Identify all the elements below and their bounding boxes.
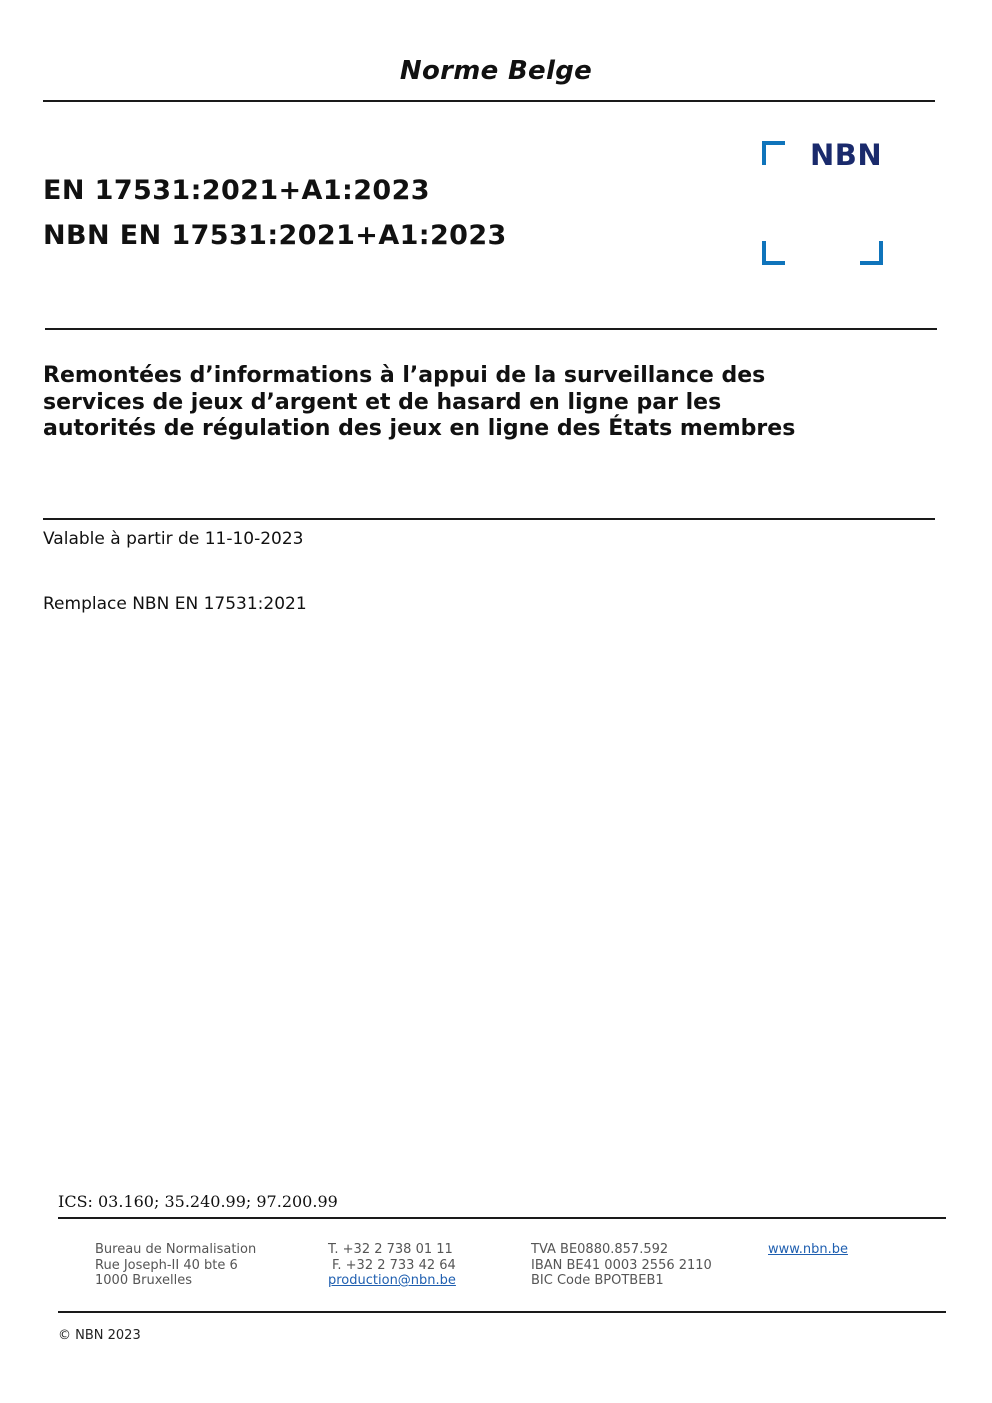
tva-number: TVA BE0880.857.592 — [531, 1242, 669, 1257]
nbn-standard-code: NBN EN 17531:2021+A1:2023 — [43, 220, 507, 251]
document-title-line: services de jeux d’argent et de hasard en ligne par les — [43, 389, 722, 415]
address-line: 1000 Bruxelles — [95, 1273, 193, 1288]
bic-code: BIC Code BPOTBEB1 — [531, 1273, 664, 1288]
phone-number: T. +32 2 738 01 11 — [328, 1242, 453, 1257]
nbn-logo — [762, 138, 886, 265]
copyright-notice: © NBN 2023 — [58, 1328, 141, 1343]
footer-contact — [328, 1242, 456, 1289]
document-title — [43, 363, 923, 443]
title-top-divider — [45, 328, 937, 330]
replaces-text: Remplace NBN EN 17531:2021 — [43, 594, 307, 614]
logo-corner-bottom-left — [762, 241, 785, 265]
address-line: Rue Joseph-II 40 bte 6 — [95, 1257, 238, 1273]
ics-codes: ICS: 03.160; 35.240.99; 97.200.99 — [58, 1192, 338, 1211]
logo-corner-top-left — [762, 141, 785, 165]
footer-bank-info — [531, 1242, 712, 1289]
footer-website — [768, 1242, 848, 1258]
footer-top-divider — [58, 1217, 946, 1219]
footer-bottom-divider — [58, 1311, 946, 1313]
address-line: Bureau de Normalisation — [95, 1242, 257, 1257]
iban-number: IBAN BE41 0003 2556 2110 — [531, 1257, 712, 1273]
email-link[interactable]: production@nbn.be — [328, 1273, 456, 1288]
logo-corner-bottom-right — [860, 241, 883, 265]
footer-address — [95, 1242, 256, 1289]
document-title-line: Remontées d’informations à l’appui de la surveillance des — [43, 363, 766, 388]
valid-from-text: Valable à partir de 11-10-2023 — [43, 529, 304, 549]
header-divider — [43, 100, 935, 102]
title-bottom-divider — [43, 518, 935, 520]
nbn-logo-text: NBN — [810, 138, 883, 172]
page-header-title: Norme Belge — [399, 56, 593, 86]
en-standard-code: EN 17531:2021+A1:2023 — [43, 175, 430, 206]
document-title-line: autorités de régulation des jeux en ligne des États membres — [43, 416, 796, 441]
fax-number: F. +32 2 733 42 64 — [332, 1257, 456, 1273]
website-link[interactable]: www.nbn.be — [768, 1242, 848, 1257]
